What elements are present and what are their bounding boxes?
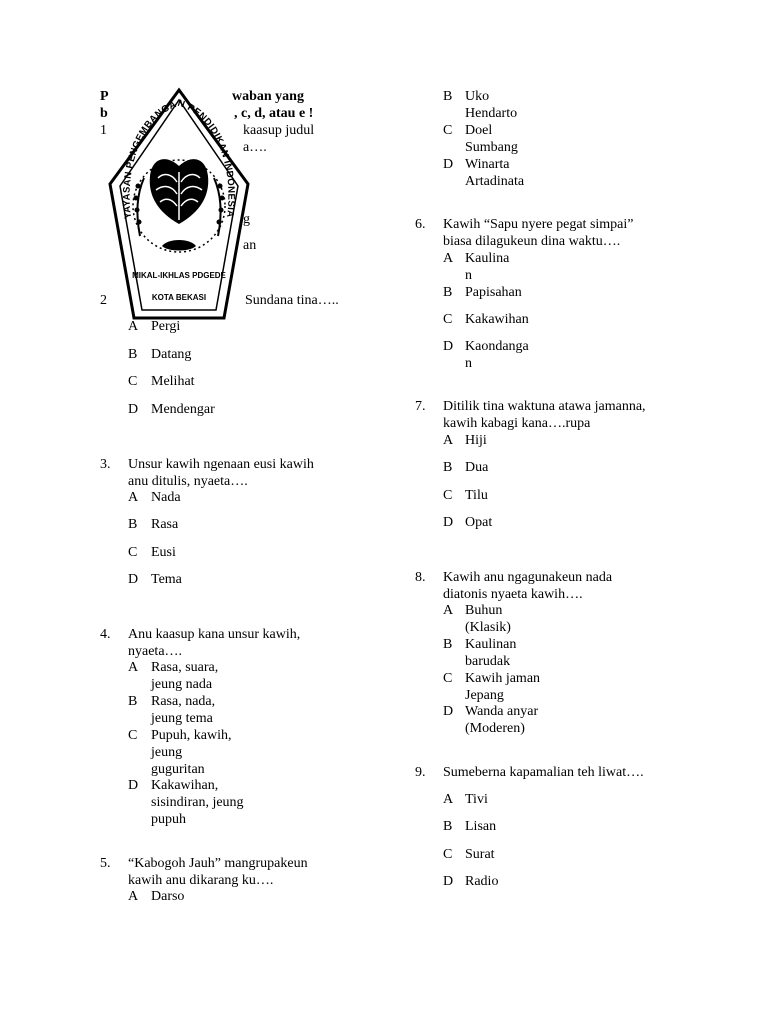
option-text: n [465,356,472,371]
question-1-text-fragment: a…. [243,140,267,155]
question-1-option-fragment: an [243,238,257,253]
question-6-text-line: biasa dilagukeun dina waktu…. [443,234,621,249]
option-letter: B [443,285,453,300]
question-5-number: 5. [100,856,111,871]
question-3-text-line: Unsur kawih ngenaan eusi kawih [128,457,314,472]
school-logo [106,86,252,324]
option-text: Buhun [465,603,503,618]
option-text: Dua [465,460,489,475]
option-letter: D [128,572,139,587]
question-3-number: 3. [100,457,111,472]
option-text: Eusi [151,545,176,560]
instruction-line2-start: b [100,106,108,121]
option-text: Rasa, nada, [151,694,216,709]
logo-school-city: KOTA BEKASI [151,293,207,302]
option-letter: A [443,792,454,807]
option-letter: A [128,660,139,675]
option-text: Artadinata [465,174,525,189]
option-letter: A [443,251,454,266]
question-9-text-line: Sumeberna kapamalian teh liwat…. [443,765,644,780]
option-letter: C [443,488,453,503]
option-text: Tivi [465,792,488,807]
question-7-text-line: Ditilik tina waktuna atawa jamanna, [443,399,646,414]
option-letter: A [443,603,454,618]
option-letter: D [128,402,139,417]
logo-school-name: MIKAL-IKHLAS PDGEDE [132,271,226,280]
option-letter: C [128,545,138,560]
option-text: (Klasik) [465,620,511,635]
option-text: Doel [465,123,493,138]
option-text: Radio [465,874,499,889]
option-letter: A [443,433,454,448]
option-text: Rasa, suara, [151,660,219,675]
option-text: Kaulinan [465,637,517,652]
option-text: jeung tema [151,711,213,726]
option-text: n [465,268,472,283]
option-letter: D [443,515,454,530]
option-letter: C [443,312,453,327]
instruction-line2-end: , c, d, atau e ! [234,106,314,121]
logo-motto-arc: YAYASAN PENGEMBANGAN PENDIDIKAN INDONESIA [121,97,237,220]
option-text: Uko [465,89,490,104]
option-text: Hiji [465,433,487,448]
option-text: Datang [151,347,192,362]
option-letter: A [128,319,139,334]
question-5-text-line: kawih anu dikarang ku…. [128,873,274,888]
question-1-option-fragment: g [243,212,250,227]
question-8-number: 8. [415,570,426,585]
option-letter: B [128,347,138,362]
option-letter: D [443,704,454,719]
option-text: Lisan [465,819,497,834]
option-text: Surat [465,847,495,862]
option-letter: B [443,819,453,834]
question-9-number: 9. [415,765,426,780]
option-text: Kakawihan, [151,778,219,793]
question-2-text: Sundana tina….. [245,293,339,308]
option-text: Jepang [465,688,504,703]
question-4-number: 4. [100,627,111,642]
question-3-text-line: anu ditulis, nyaeta…. [128,474,248,489]
option-letter: A [128,889,139,904]
option-text: (Moderen) [465,721,525,736]
option-letter: B [443,637,453,652]
option-text: Kaondanga [465,339,529,354]
question-7-text-line: kawih kabagi kana….rupa [443,416,591,431]
option-letter: B [128,694,138,709]
option-text: Sumbang [465,140,518,155]
option-text: Opat [465,515,493,530]
option-letter: C [128,374,138,389]
option-letter: C [443,123,453,138]
option-text: guguritan [151,762,205,777]
option-text: pupuh [151,812,186,827]
option-letter: D [443,157,454,172]
option-text: Kawih jaman [465,671,541,686]
question-1-number: 1 [100,123,107,138]
option-text: Nada [151,490,181,505]
option-text: jeung nada [151,677,213,692]
option-text: Pupuh, kawih, [151,728,232,743]
option-letter: C [443,671,453,686]
option-letter: D [443,339,454,354]
option-text: Darso [151,889,185,904]
option-text: Melihat [151,374,195,389]
option-letter: B [443,460,453,475]
question-4-text-line: Anu kaasup kana unsur kawih, [128,627,301,642]
option-letter: C [443,847,453,862]
option-text: sisindiran, jeung [151,795,244,810]
option-text: Pergi [151,319,181,334]
option-text: jeung [151,745,183,760]
option-text: Papisahan [465,285,522,300]
question-7-number: 7. [415,399,426,414]
question-4-text-line: nyaeta…. [128,644,183,659]
question-6-number: 6. [415,217,426,232]
option-text: barudak [465,654,511,669]
option-text: Wanda anyar [465,704,539,719]
instruction-line1-end: waban yang [232,89,304,104]
option-letter: C [128,728,138,743]
option-text: Tilu [465,488,488,503]
option-letter: B [443,89,453,104]
question-2-number: 2 [100,293,107,308]
option-text: Hendarto [465,106,518,121]
option-letter: D [128,778,139,793]
option-text: Kakawihan [465,312,529,327]
option-text: Mendengar [151,402,215,417]
question-1-text-fragment: kaasup judul [243,123,315,138]
option-letter: D [443,874,454,889]
option-text: Winarta [465,157,510,172]
option-text: Tema [151,572,182,587]
question-5-text-line: “Kabogoh Jauh” mangrupakeun [128,856,308,871]
option-text: Kaulina [465,251,510,266]
option-letter: B [128,517,138,532]
option-text: Rasa [151,517,179,532]
question-8-text-line: diatonis nyaeta kawih…. [443,587,583,602]
instruction-line1-start: P [100,89,109,104]
option-letter: A [128,490,139,505]
question-6-text-line: Kawih “Sapu nyere pegat simpai” [443,217,634,232]
question-8-text-line: Kawih anu ngagunakeun nada [443,570,613,585]
